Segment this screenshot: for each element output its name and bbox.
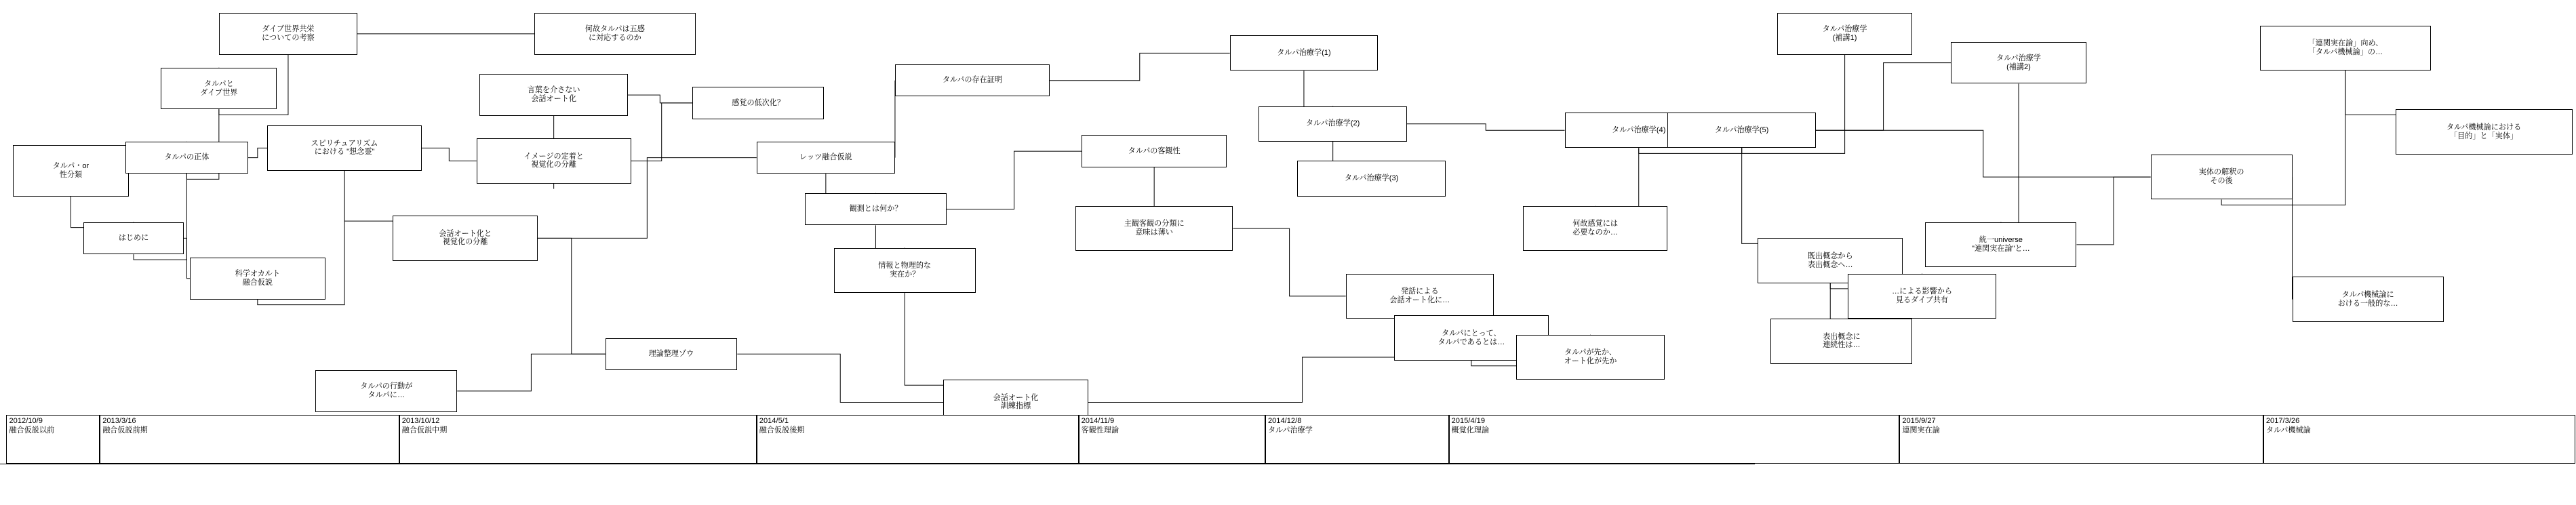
diagram-edge <box>1233 228 1345 296</box>
diagram-edge <box>1088 357 1516 402</box>
diagram-node[interactable]: 理論整理ゾウ <box>606 338 738 370</box>
timeline-label: 融合仮説後期 <box>759 426 805 435</box>
diagram-node[interactable]: タルパ治療学 (補講1) <box>1777 13 1912 55</box>
diagram-node[interactable]: 会話オート化と 視覚化の分離 <box>393 216 538 260</box>
diagram-edge <box>628 95 692 103</box>
timeline-date: 2013/3/16 <box>102 417 136 426</box>
timeline-cell <box>100 415 399 463</box>
diagram-node[interactable]: 実体の解釈の その後 <box>2151 155 2293 199</box>
diagram-node[interactable]: 発話による 会話オート化に… <box>1346 274 1494 319</box>
timeline-date: 2014/5/1 <box>759 417 789 426</box>
diagram-node[interactable]: 「連関実在論」向め、 「タルパ機械論」の… <box>2260 26 2431 70</box>
diagram-edge <box>1830 283 1842 324</box>
diagram-node[interactable]: イメージの定着と 視覚化の分離 <box>477 138 631 183</box>
diagram-node[interactable]: スピリチュアリズム における "想念霊" <box>267 125 422 170</box>
diagram-node[interactable]: 感覚の低次化？ <box>692 87 825 119</box>
diagram-node[interactable]: タルパが先か、 オート化が先か <box>1516 335 1664 380</box>
diagram-edge <box>248 148 267 157</box>
timeline-label: タルパ治療学 <box>1267 426 1313 435</box>
timeline-label: タルパ機械論 <box>2265 426 2311 435</box>
diagram-node[interactable]: …による影響から 見るダイブ共有 <box>1848 274 1996 319</box>
diagram-node[interactable]: ダイブ世界共栄 についての考察 <box>219 13 357 55</box>
diagram-node[interactable]: 科学オカルト 融合仮説 <box>190 258 325 300</box>
timeline-date: 2015/4/19 <box>1451 417 1486 426</box>
diagram-edge <box>1407 124 1565 130</box>
diagram-edge <box>2345 70 2484 115</box>
diagram-node[interactable]: タルパの存在証明 <box>895 64 1050 96</box>
timeline-date: 2013/10/12 <box>401 417 440 426</box>
timeline-date: 2014/11/9 <box>1081 417 1115 426</box>
diagram-node[interactable]: タルパ治療学(1) <box>1230 35 1378 70</box>
timeline-cell <box>1079 415 1265 463</box>
diagram-edge <box>905 293 1016 385</box>
diagram-node[interactable]: タルパ機械論における 「目的」と「実体」 <box>2396 109 2573 154</box>
diagram-node[interactable]: タルパ治療学(4) <box>1565 113 1713 148</box>
diagram-node[interactable]: 表出概念に 連続性は… <box>1770 319 1912 363</box>
diagram-node[interactable]: 統一universe "連関実在論"と… <box>1925 222 2076 267</box>
timeline-label: 融合仮説前期 <box>102 426 148 435</box>
timeline-label: 概覚化理論 <box>1451 426 1490 435</box>
diagram-node[interactable]: 何故感覚には 必要なのか… <box>1523 206 1668 251</box>
timeline-cell <box>1449 415 1900 463</box>
diagram-edge <box>1742 148 1831 243</box>
diagram-node[interactable]: タルパ治療学(3) <box>1297 161 1445 196</box>
timeline-cell <box>757 415 1079 463</box>
diagram-node[interactable]: 既出概念から 表出概念へ… <box>1758 238 1903 283</box>
diagram-node[interactable]: タルパの行動が タルパに… <box>315 370 457 412</box>
diagram-edge <box>737 354 943 402</box>
diagram-edge <box>184 238 190 278</box>
diagram-node[interactable]: レッツ融合仮説 <box>757 142 895 174</box>
diagram-edge <box>1596 148 1639 211</box>
diagram-node[interactable]: タルパ・or 性分類 <box>13 145 129 197</box>
diagram-node[interactable]: 何故タルパは五感 に対応するのか <box>534 13 695 55</box>
diagram-node[interactable]: 主観客観の分類に 意味は薄い <box>1075 206 1233 251</box>
diagram-node[interactable]: タルパ治療学 (補講2) <box>1951 42 2086 84</box>
timeline-label: 融合仮説中期 <box>401 426 448 435</box>
timeline-label: 融合仮説以前 <box>9 426 55 435</box>
timeline-date: 2012/10/9 <box>9 417 43 426</box>
diagram-node[interactable]: タルパの客観性 <box>1082 135 1227 167</box>
timeline-label: 連関実在論 <box>1902 426 1940 435</box>
diagram-edge <box>1816 130 2151 177</box>
timeline-date: 2014/12/8 <box>1267 417 1302 426</box>
timeline-label: 客観性理論 <box>1081 426 1119 435</box>
timeline-cell <box>1265 415 1449 463</box>
diagram-edge <box>2001 83 2019 227</box>
diagram-edge <box>1050 53 1230 80</box>
timeline-cell <box>6 415 100 463</box>
diagram-node[interactable]: 観測とは何か？ <box>805 193 947 225</box>
diagram-node[interactable]: タルパ治療学(2) <box>1259 106 1406 142</box>
timeline-date: 2015/9/27 <box>1902 417 1936 426</box>
diagram-node[interactable]: タルパにとって、 タルパであるとは… <box>1394 315 1549 360</box>
diagram-edge <box>2076 177 2150 245</box>
diagram-node[interactable]: タルパ治療学(5) <box>1667 113 1815 148</box>
diagram-edge <box>457 354 605 391</box>
diagram-edge <box>422 148 477 161</box>
diagram-edge <box>947 151 1082 209</box>
diagram-node[interactable]: はじめに <box>83 222 183 254</box>
diagram-node[interactable]: タルパと ダイブ世界 <box>161 68 277 110</box>
timeline-cell <box>2263 415 2576 463</box>
diagram-edge <box>1304 70 1333 111</box>
diagram-edge <box>344 171 465 221</box>
diagram-node[interactable]: 言葉を介さない 会話オート化 <box>479 74 627 116</box>
diagram-edge <box>538 238 606 354</box>
diagram-node[interactable]: 情報と物理的な 実在か？ <box>834 248 976 293</box>
diagram-node[interactable]: タルパの正体 <box>125 142 247 174</box>
diagram-node[interactable]: タルパ機械論に おける一般的な… <box>2293 277 2444 321</box>
timeline-cell <box>1899 415 2263 463</box>
diagram-edge <box>631 103 692 161</box>
timeline-date: 2017/3/26 <box>2265 417 2300 426</box>
diagram-node[interactable]: 会話オート化 訓練指標 <box>943 380 1088 424</box>
timeline-cell <box>399 415 757 463</box>
diagram-edge <box>1816 63 1951 131</box>
